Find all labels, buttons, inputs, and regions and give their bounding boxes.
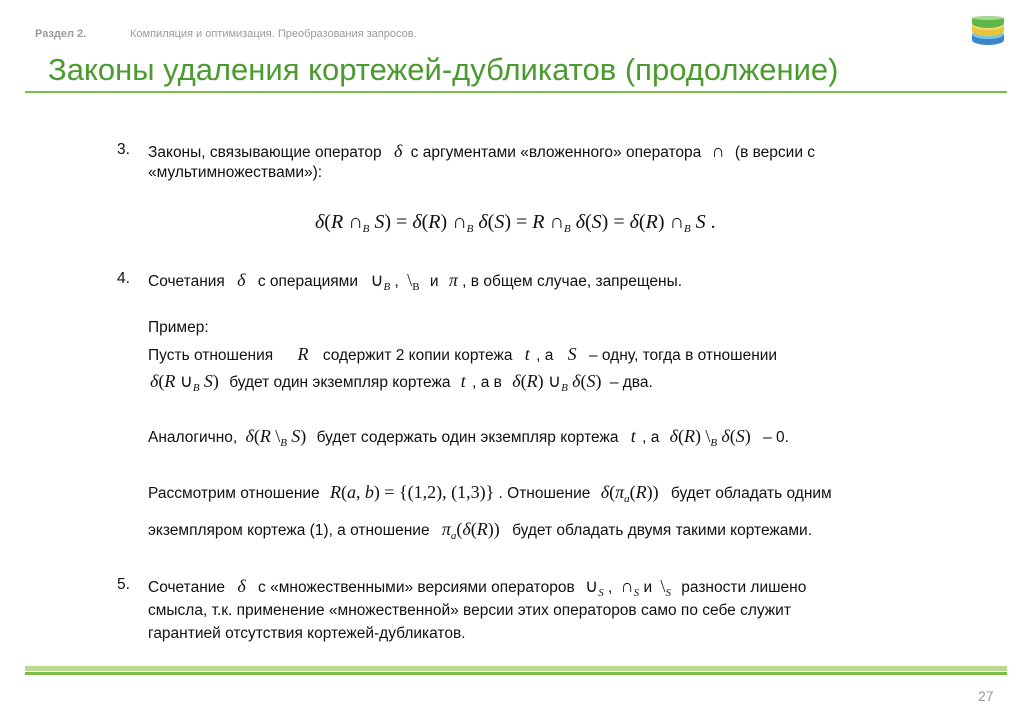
example-line-4: Рассмотрим отношение R(a, b) = {(1,2), (1,3)} . Отношение $\delta(\pi_a(R))$ будет обладать одним: [148, 482, 832, 505]
example-line-5: экземпляром кортежа (1), а отношение $\pi_a(\delta(R))$ будет обладать двумя такими кортежами.: [148, 519, 813, 542]
delta-symbol: δ: [393, 141, 403, 161]
item-5-line-2: смысла, т.к. применение «множественной» версии этих операторов само по себе служит: [148, 602, 791, 619]
example-line-2: δ(R $\cup_B$ S) будет один экземпляр кортежа t , а в δ(R) $\cup_B$ δ(S) – два.: [150, 371, 653, 394]
item-5-line-3: гарантией отсутствия кортежей-дубликатов.: [148, 625, 466, 642]
item-5-line-1: Сочетание δ с «множественными» версиями операторов $\cup_S$ , $\cap_S$ и $\backslash_S$ разности лишено: [148, 576, 807, 599]
item-3-line-1: Законы, связывающие оператор δ с аргументами «вложенного» оператора ∩ (в версии с: [148, 141, 816, 161]
footer-divider: [25, 672, 1007, 675]
item-3-line-2: «мультимножествами»):: [148, 164, 323, 181]
intersection-symbol: ∩: [711, 141, 725, 161]
example-label: Пример:: [148, 319, 209, 336]
formula-main: δ(R $\cap_B$ S) = δ(R) $\cap_B$ δ(S) = R $\cap_B$ δ(S) = δ(R) $\cap_B$ S .: [315, 211, 716, 235]
page-number: 27: [978, 688, 994, 704]
footer-divider-light: [25, 666, 1007, 671]
page-title: Законы удаления кортежей-дубликатов (продолжение): [48, 52, 839, 87]
example-line-3: Аналогично, δ(R $\backslash_B$ S) будет содержать один экземпляр кортежа t , а δ(R) $\backslash_B$ δ(S) – 0.: [148, 426, 789, 449]
item-5-number: 5.: [117, 576, 130, 593]
section-label: Раздел 2.: [35, 28, 87, 40]
example-line-1: Пусть отношения R содержит 2 копии кортежа t , а S – одну, тогда в отношении: [148, 344, 778, 364]
item-4-line: Сочетания δ с операциями $\cup_B$ , $\backslash_B$ и π , в общем случае, запрещены.: [148, 270, 683, 293]
topic-label: Компиляция и оптимизация. Преобразования запросов.: [130, 28, 417, 40]
item-4-number: 4.: [117, 270, 130, 287]
item-3-number: 3.: [117, 141, 130, 158]
